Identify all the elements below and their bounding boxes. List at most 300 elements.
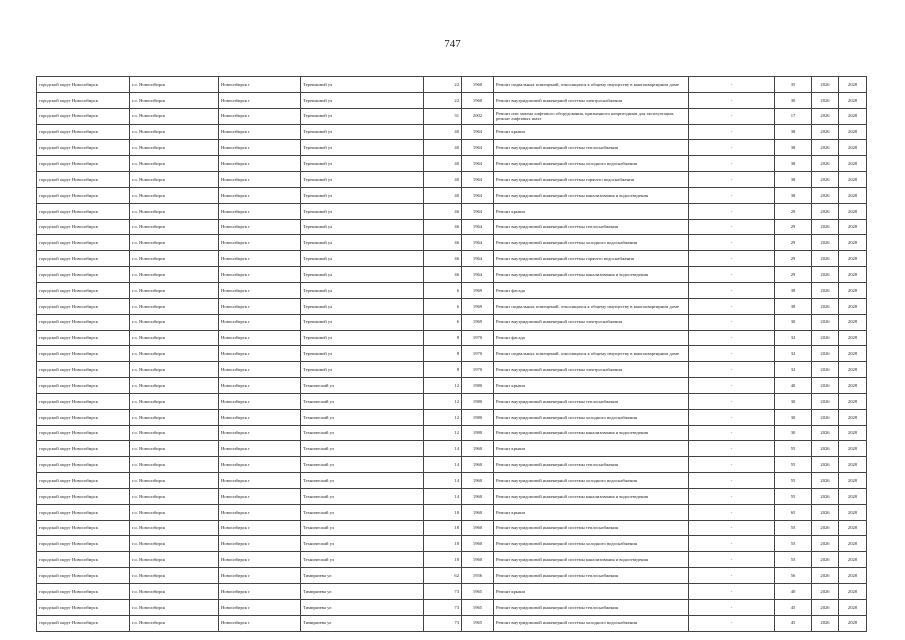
year-to-cell: 2028	[839, 599, 867, 615]
locality-cell: Новосибирск г	[219, 298, 301, 314]
year-from-cell: 2026	[812, 615, 839, 631]
house-number-cell: 18	[424, 504, 462, 520]
value-cell: 55	[775, 457, 812, 473]
build-year-cell: 1970	[462, 330, 494, 346]
locality-cell: Новосибирск г	[219, 362, 301, 378]
street-cell: Технический ул	[301, 552, 424, 568]
house-number-cell: 18	[424, 520, 462, 536]
house-number-cell: 6	[424, 298, 462, 314]
build-year-cell: 1960	[462, 441, 494, 457]
house-number-cell: 46	[424, 219, 462, 235]
municipality-cell: городской округ Новосибирск	[37, 615, 130, 631]
year-to-cell: 2028	[839, 425, 867, 441]
value-cell: 32	[775, 346, 812, 362]
build-year-cell: 1964	[462, 172, 494, 188]
value-cell: 30	[775, 393, 812, 409]
year-to-cell: 2028	[839, 441, 867, 457]
table-row	[37, 298, 867, 314]
house-number-cell: 8	[424, 346, 462, 362]
build-year-cell: 1964	[462, 140, 494, 156]
dash-cell: -	[689, 314, 775, 330]
municipality-cell: городской округ Новосибирск	[37, 282, 130, 298]
locality-cell: Новосибирск г	[219, 520, 301, 536]
work-type-cell: Ремонт внутридомовой инженерной системы электроснабжения	[494, 362, 689, 378]
settlement-cell: г.о. Новосибирск	[130, 314, 219, 330]
value-cell: 55	[775, 441, 812, 457]
dash-cell: -	[689, 108, 775, 124]
municipality-cell: городской округ Новосибирск	[37, 156, 130, 172]
street-cell: Технический ул	[301, 378, 424, 394]
build-year-cell: 1960	[462, 504, 494, 520]
municipality-cell: городской округ Новосибирск	[37, 536, 130, 552]
municipality-cell: городской округ Новосибирск	[37, 77, 130, 93]
year-from-cell: 2026	[812, 378, 839, 394]
dash-cell: -	[689, 346, 775, 362]
value-cell: 38	[775, 124, 812, 140]
year-from-cell: 2026	[812, 552, 839, 568]
table-row	[37, 488, 867, 504]
year-from-cell: 2026	[812, 393, 839, 409]
work-type-cell: Ремонт внутридомовой инженерной системы канализования и водоотведения	[494, 488, 689, 504]
municipality-cell: городской округ Новосибирск	[37, 393, 130, 409]
locality-cell: Новосибирск г	[219, 409, 301, 425]
year-from-cell: 2026	[812, 425, 839, 441]
year-to-cell: 2028	[839, 552, 867, 568]
value-cell: 56	[775, 568, 812, 584]
house-number-cell: 14	[424, 457, 462, 473]
work-type-cell: Ремонт внутридомовой инженерной системы теплоснабжения	[494, 457, 689, 473]
table-row	[37, 393, 867, 409]
locality-cell: Новосибирск г	[219, 615, 301, 631]
build-year-cell: 1965	[462, 584, 494, 600]
value-cell: 17	[775, 108, 812, 124]
municipality-cell: городской округ Новосибирск	[37, 108, 130, 124]
value-cell: 29	[775, 219, 812, 235]
street-cell: Терешковой ул	[301, 156, 424, 172]
work-type-cell: Ремонт внутридомовой инженерной системы теплоснабжения	[494, 393, 689, 409]
municipality-cell: городской округ Новосибирск	[37, 267, 130, 283]
year-to-cell: 2028	[839, 473, 867, 489]
value-cell: 55	[775, 488, 812, 504]
work-type-cell: Ремонт фасада	[494, 330, 689, 346]
municipality-cell: городской округ Новосибирск	[37, 409, 130, 425]
settlement-cell: г.о. Новосибирск	[130, 488, 219, 504]
value-cell: 38	[775, 282, 812, 298]
table-row	[37, 156, 867, 172]
work-type-cell: Ремонт внутридомовой инженерной системы горячего водоснабжения	[494, 251, 689, 267]
value-cell: 55	[775, 473, 812, 489]
street-cell: Терешковой ул	[301, 346, 424, 362]
build-year-cell: 1969	[462, 282, 494, 298]
municipality-cell: городской округ Новосибирск	[37, 584, 130, 600]
house-number-cell: 40	[424, 124, 462, 140]
dash-cell: -	[689, 504, 775, 520]
street-cell: Терешковой ул	[301, 282, 424, 298]
value-cell: 32	[775, 330, 812, 346]
table-row	[37, 172, 867, 188]
value-cell: 65	[775, 504, 812, 520]
work-type-cell: Ремонт внутридомовой инженерной системы холодного водоснабжения	[494, 156, 689, 172]
dash-cell: -	[689, 378, 775, 394]
house-number-cell: 12	[424, 409, 462, 425]
build-year-cell: 1965	[462, 599, 494, 615]
build-year-cell: 1964	[462, 251, 494, 267]
municipality-cell: городской округ Новосибирск	[37, 314, 130, 330]
work-type-cell: Ремонт крыши	[494, 504, 689, 520]
settlement-cell: г.о. Новосибирск	[130, 172, 219, 188]
settlement-cell: г.о. Новосибирск	[130, 77, 219, 93]
settlement-cell: г.о. Новосибирск	[130, 140, 219, 156]
build-year-cell: 1960	[462, 92, 494, 108]
settlement-cell: г.о. Новосибирск	[130, 425, 219, 441]
locality-cell: Новосибирск г	[219, 314, 301, 330]
work-type-cell: Ремонт фасада	[494, 282, 689, 298]
year-to-cell: 2028	[839, 77, 867, 93]
value-cell: 30	[775, 92, 812, 108]
work-type-cell: Ремонт внутридомовой инженерной системы теплоснабжения	[494, 520, 689, 536]
work-type-cell: Ремонт внутридомовой инженерной системы канализования и водоотведения	[494, 552, 689, 568]
build-year-cell: 1960	[462, 536, 494, 552]
year-to-cell: 2028	[839, 393, 867, 409]
value-cell: 35	[775, 77, 812, 93]
house-number-cell: 46	[424, 251, 462, 267]
year-to-cell: 2028	[839, 172, 867, 188]
table-row	[37, 330, 867, 346]
locality-cell: Новосибирск г	[219, 552, 301, 568]
municipality-cell: городской округ Новосибирск	[37, 251, 130, 267]
table-row	[37, 92, 867, 108]
build-year-cell: 1970	[462, 362, 494, 378]
year-from-cell: 2026	[812, 108, 839, 124]
locality-cell: Новосибирск г	[219, 568, 301, 584]
municipality-cell: городской округ Новосибирск	[37, 235, 130, 251]
house-number-cell: 18	[424, 536, 462, 552]
dash-cell: -	[689, 267, 775, 283]
house-number-cell: 8	[424, 330, 462, 346]
build-year-cell: 1980	[462, 393, 494, 409]
street-cell: Терешковой ул	[301, 92, 424, 108]
year-to-cell: 2028	[839, 584, 867, 600]
street-cell: Терешковой ул	[301, 77, 424, 93]
year-from-cell: 2026	[812, 504, 839, 520]
settlement-cell: г.о. Новосибирск	[130, 346, 219, 362]
municipality-cell: городской округ Новосибирск	[37, 187, 130, 203]
value-cell: 40	[775, 378, 812, 394]
locality-cell: Новосибирск г	[219, 108, 301, 124]
year-from-cell: 2026	[812, 235, 839, 251]
year-from-cell: 2026	[812, 124, 839, 140]
locality-cell: Новосибирск г	[219, 172, 301, 188]
value-cell: 38	[775, 187, 812, 203]
year-to-cell: 2028	[839, 615, 867, 631]
municipality-cell: городской округ Новосибирск	[37, 92, 130, 108]
table-row	[37, 378, 867, 394]
house-number-cell: 22	[424, 77, 462, 93]
year-from-cell: 2026	[812, 362, 839, 378]
work-type-cell: Ремонт внутридомовой инженерной системы холодного водоснабжения	[494, 536, 689, 552]
value-cell: 29	[775, 203, 812, 219]
year-to-cell: 2028	[839, 362, 867, 378]
locality-cell: Новосибирск г	[219, 219, 301, 235]
year-from-cell: 2026	[812, 520, 839, 536]
house-number-cell: 46	[424, 267, 462, 283]
table-row	[37, 362, 867, 378]
year-to-cell: 2028	[839, 156, 867, 172]
locality-cell: Новосибирск г	[219, 441, 301, 457]
street-cell: Терешковой ул	[301, 314, 424, 330]
table-row	[37, 457, 867, 473]
table-row	[37, 520, 867, 536]
street-cell: Тимирязева ул	[301, 568, 424, 584]
locality-cell: Новосибирск г	[219, 77, 301, 93]
house-number-cell: 46	[424, 235, 462, 251]
dash-cell: -	[689, 520, 775, 536]
table-row	[37, 187, 867, 203]
house-number-cell: 12	[424, 425, 462, 441]
table-row	[37, 615, 867, 631]
street-cell: Технический ул	[301, 473, 424, 489]
settlement-cell: г.о. Новосибирск	[130, 441, 219, 457]
year-to-cell: 2028	[839, 504, 867, 520]
build-year-cell: 1964	[462, 187, 494, 203]
value-cell: 38	[775, 298, 812, 314]
locality-cell: Новосибирск г	[219, 92, 301, 108]
dash-cell: -	[689, 568, 775, 584]
street-cell: Терешковой ул	[301, 251, 424, 267]
house-number-cell: 40	[424, 187, 462, 203]
dash-cell: -	[689, 298, 775, 314]
build-year-cell: 1980	[462, 409, 494, 425]
work-type-cell: Ремонт внутридомовой инженерной системы теплоснабжения	[494, 219, 689, 235]
build-year-cell: 1980	[462, 425, 494, 441]
build-year-cell: 1964	[462, 203, 494, 219]
settlement-cell: г.о. Новосибирск	[130, 473, 219, 489]
build-year-cell: 1960	[462, 552, 494, 568]
municipality-cell: городской округ Новосибирск	[37, 552, 130, 568]
dash-cell: -	[689, 393, 775, 409]
table-row	[37, 124, 867, 140]
year-to-cell: 2028	[839, 520, 867, 536]
settlement-cell: г.о. Новосибирск	[130, 267, 219, 283]
year-to-cell: 2028	[839, 108, 867, 124]
street-cell: Технический ул	[301, 393, 424, 409]
table-row	[37, 219, 867, 235]
build-year-cell: 1960	[462, 473, 494, 489]
municipality-cell: городской округ Новосибирск	[37, 599, 130, 615]
year-from-cell: 2026	[812, 77, 839, 93]
dash-cell: -	[689, 92, 775, 108]
year-from-cell: 2026	[812, 251, 839, 267]
table-row	[37, 425, 867, 441]
work-type-cell: Ремонт крыши	[494, 124, 689, 140]
build-year-cell: 1960	[462, 457, 494, 473]
year-to-cell: 2028	[839, 378, 867, 394]
build-year-cell: 1964	[462, 124, 494, 140]
settlement-cell: г.о. Новосибирск	[130, 282, 219, 298]
municipality-cell: городской округ Новосибирск	[37, 425, 130, 441]
street-cell: Тимирязева ул	[301, 584, 424, 600]
settlement-cell: г.о. Новосибирск	[130, 615, 219, 631]
settlement-cell: г.о. Новосибирск	[130, 203, 219, 219]
settlement-cell: г.о. Новосибирск	[130, 124, 219, 140]
year-to-cell: 2028	[839, 488, 867, 504]
table-row	[37, 140, 867, 156]
year-to-cell: 2028	[839, 330, 867, 346]
settlement-cell: г.о. Новосибирск	[130, 536, 219, 552]
table-row	[37, 473, 867, 489]
dash-cell: -	[689, 488, 775, 504]
settlement-cell: г.о. Новосибирск	[130, 457, 219, 473]
municipality-cell: городской округ Новосибирск	[37, 203, 130, 219]
dash-cell: -	[689, 251, 775, 267]
work-type-cell: Ремонт подвальных помещений, относящихся к общему имуществу в многоквартирном доме	[494, 77, 689, 93]
dash-cell: -	[689, 140, 775, 156]
house-number-cell: 18	[424, 552, 462, 568]
work-type-cell: Ремонт крыши	[494, 584, 689, 600]
settlement-cell: г.о. Новосибирск	[130, 552, 219, 568]
work-type-cell: Ремонт внутридомовой инженерной системы канализования и водоотведения	[494, 425, 689, 441]
street-cell: Технический ул	[301, 441, 424, 457]
build-year-cell: 2002	[462, 108, 494, 124]
work-type-cell: Ремонт подвальных помещений, относящихся к общему имуществу в многоквартирном доме	[494, 346, 689, 362]
work-type-cell: Ремонт внутридомовой инженерной системы теплоснабжения	[494, 568, 689, 584]
year-from-cell: 2026	[812, 457, 839, 473]
year-to-cell: 2028	[839, 282, 867, 298]
locality-cell: Новосибирск г	[219, 282, 301, 298]
year-to-cell: 2028	[839, 124, 867, 140]
street-cell: Технический ул	[301, 409, 424, 425]
dash-cell: -	[689, 425, 775, 441]
street-cell: Терешковой ул	[301, 267, 424, 283]
locality-cell: Новосибирск г	[219, 124, 301, 140]
year-from-cell: 2026	[812, 599, 839, 615]
locality-cell: Новосибирск г	[219, 235, 301, 251]
table-row	[37, 346, 867, 362]
build-year-cell: 1964	[462, 219, 494, 235]
year-from-cell: 2026	[812, 314, 839, 330]
work-type-cell: Ремонт внутридомовой инженерной системы канализования и водоотведения	[494, 187, 689, 203]
street-cell: Терешковой ул	[301, 187, 424, 203]
municipality-cell: городской округ Новосибирск	[37, 488, 130, 504]
house-number-cell: 31	[424, 108, 462, 124]
settlement-cell: г.о. Новосибирск	[130, 251, 219, 267]
locality-cell: Новосибирск г	[219, 584, 301, 600]
house-number-cell: 14	[424, 441, 462, 457]
municipality-cell: городской округ Новосибирск	[37, 378, 130, 394]
locality-cell: Новосибирск г	[219, 330, 301, 346]
year-from-cell: 2026	[812, 346, 839, 362]
value-cell: 29	[775, 235, 812, 251]
value-cell: 55	[775, 520, 812, 536]
house-number-cell: 73	[424, 584, 462, 600]
house-number-cell: 14	[424, 473, 462, 489]
house-number-cell: 62	[424, 568, 462, 584]
street-cell: Технический ул	[301, 425, 424, 441]
work-type-cell: Ремонт внутридомовой инженерной системы холодного водоснабжения	[494, 615, 689, 631]
house-number-cell: 22	[424, 92, 462, 108]
table-row	[37, 203, 867, 219]
street-cell: Терешковой ул	[301, 235, 424, 251]
locality-cell: Новосибирск г	[219, 425, 301, 441]
repair-schedule-table	[36, 76, 867, 632]
work-type-cell: Ремонт крыши	[494, 441, 689, 457]
value-cell: 45	[775, 599, 812, 615]
year-from-cell: 2026	[812, 140, 839, 156]
house-number-cell: 46	[424, 203, 462, 219]
year-from-cell: 2026	[812, 473, 839, 489]
year-from-cell: 2026	[812, 156, 839, 172]
settlement-cell: г.о. Новосибирск	[130, 568, 219, 584]
value-cell: 38	[775, 140, 812, 156]
work-type-cell: Ремонт подвальных помещений, относящихся к общему имуществу в многоквартирном доме	[494, 298, 689, 314]
settlement-cell: г.о. Новосибирск	[130, 584, 219, 600]
build-year-cell: 1964	[462, 267, 494, 283]
year-from-cell: 2026	[812, 282, 839, 298]
year-to-cell: 2028	[839, 187, 867, 203]
settlement-cell: г.о. Новосибирск	[130, 298, 219, 314]
value-cell: 30	[775, 425, 812, 441]
value-cell: 29	[775, 267, 812, 283]
value-cell: 55	[775, 536, 812, 552]
table-row	[37, 504, 867, 520]
dash-cell: -	[689, 615, 775, 631]
locality-cell: Новосибирск г	[219, 488, 301, 504]
municipality-cell: городской округ Новосибирск	[37, 140, 130, 156]
value-cell: 55	[775, 552, 812, 568]
work-type-cell: Ремонт крыши	[494, 378, 689, 394]
street-cell: Технический ул	[301, 520, 424, 536]
value-cell: 38	[775, 156, 812, 172]
dash-cell: -	[689, 219, 775, 235]
settlement-cell: г.о. Новосибирск	[130, 599, 219, 615]
municipality-cell: городской округ Новосибирск	[37, 298, 130, 314]
locality-cell: Новосибирск г	[219, 378, 301, 394]
settlement-cell: г.о. Новосибирск	[130, 156, 219, 172]
build-year-cell: 1969	[462, 314, 494, 330]
build-year-cell: 1964	[462, 156, 494, 172]
settlement-cell: г.о. Новосибирск	[130, 378, 219, 394]
table-row	[37, 568, 867, 584]
locality-cell: Новосибирск г	[219, 156, 301, 172]
street-cell: Терешковой ул	[301, 140, 424, 156]
settlement-cell: г.о. Новосибирск	[130, 108, 219, 124]
year-from-cell: 2026	[812, 488, 839, 504]
year-to-cell: 2028	[839, 219, 867, 235]
value-cell: 30	[775, 314, 812, 330]
work-type-cell: Ремонт внутридомовой инженерной системы электроснабжения	[494, 92, 689, 108]
locality-cell: Новосибирск г	[219, 393, 301, 409]
build-year-cell: 1969	[462, 298, 494, 314]
house-number-cell: 73	[424, 615, 462, 631]
locality-cell: Новосибирск г	[219, 203, 301, 219]
street-cell: Терешковой ул	[301, 362, 424, 378]
table-row	[37, 584, 867, 600]
dash-cell: -	[689, 124, 775, 140]
locality-cell: Новосибирск г	[219, 267, 301, 283]
municipality-cell: городской округ Новосибирск	[37, 172, 130, 188]
value-cell: 30	[775, 409, 812, 425]
value-cell: 32	[775, 362, 812, 378]
work-type-cell: Ремонт внутридомовой инженерной системы холодного водоснабжения	[494, 409, 689, 425]
table-row	[37, 552, 867, 568]
street-cell: Терешковой ул	[301, 330, 424, 346]
locality-cell: Новосибирск г	[219, 504, 301, 520]
settlement-cell: г.о. Новосибирск	[130, 330, 219, 346]
build-year-cell: 1960	[462, 77, 494, 93]
house-number-cell: 40	[424, 156, 462, 172]
street-cell: Терешковой ул	[301, 203, 424, 219]
year-to-cell: 2028	[839, 267, 867, 283]
